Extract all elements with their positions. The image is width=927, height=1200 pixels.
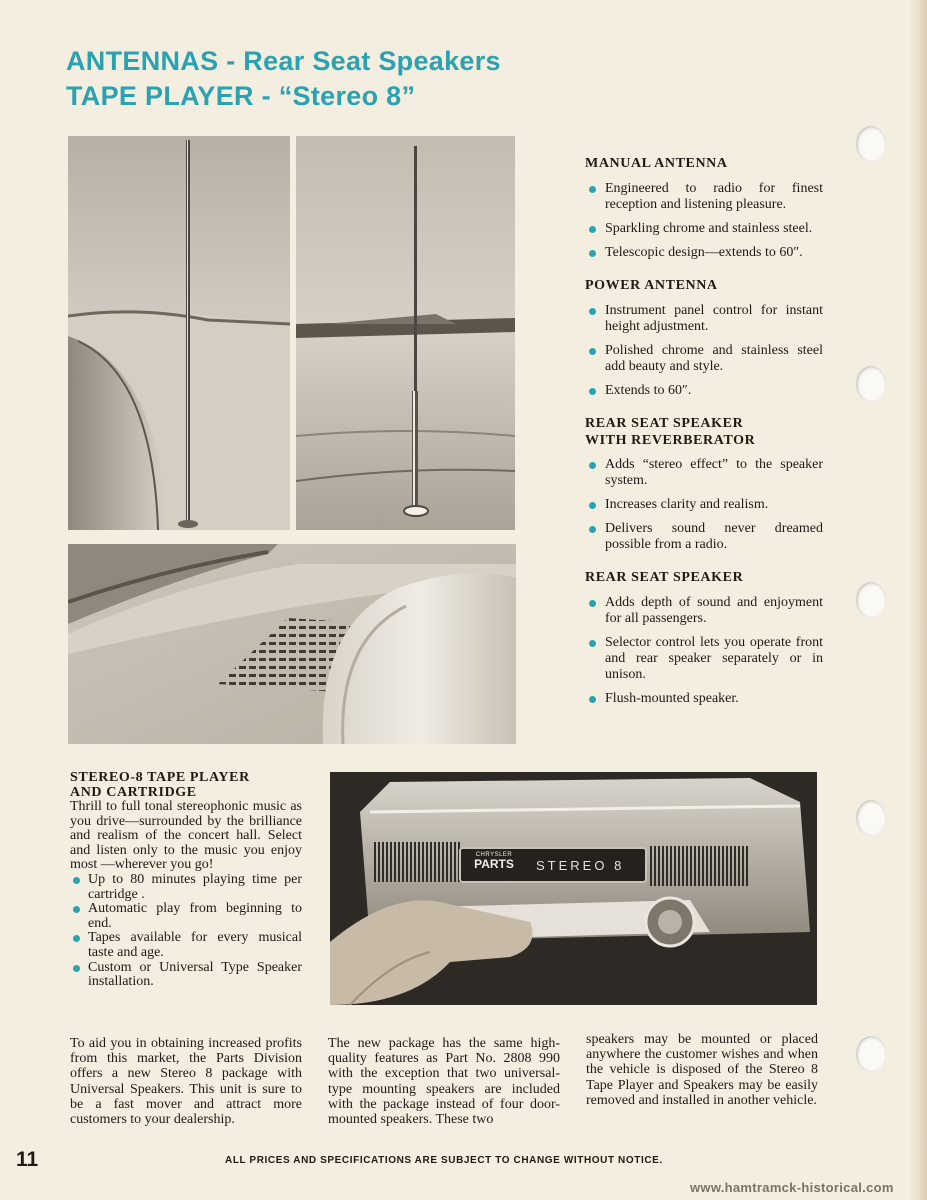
bullet-item: Telescopic design—extends to 60″.: [585, 245, 823, 261]
page-edge: [909, 0, 927, 1200]
section-heading: MANUAL ANTENNA: [585, 156, 728, 171]
bullet-item: Tapes available for every musical taste and age.: [70, 931, 302, 960]
player-model-text: STEREO 8: [536, 858, 625, 873]
bullet-item: Automatic play from beginning to end.: [70, 902, 302, 931]
section-heading: POWER ANTENNA: [585, 278, 718, 293]
stereo8-section: [70, 770, 302, 990]
binder-hole: [856, 126, 886, 162]
power-antenna-photo: [296, 136, 515, 530]
page-title: [66, 44, 501, 114]
rear-speaker-section: [585, 569, 823, 707]
features-column: [585, 155, 823, 723]
bullet-item: Flush-mounted speaker.: [585, 691, 823, 707]
body-column-1: To aid you in obtaining increased profits from this market, the Parts Division offers a new Stereo 8 package with Universal Speakers. This unit is sure to be a fast mover and attract more customers to your dealership.: [70, 1036, 302, 1128]
brand-top-text: CHRYSLER: [475, 852, 513, 858]
body-column-3: speakers may be mounted or placed anywhere the customer wishes and when the vehicle is disposed of the Stereo 8 Tape Player and Speakers may be easily removed and installed in another vehicle.: [586, 1032, 818, 1108]
bullet-item: Custom or Universal Type Speaker installation.: [70, 961, 302, 990]
stereo8-intro: Thrill to full tonal stereophonic music as you drive—surrounded by the brilliance and realism of the concert hall. Select and listen only to the music you enjoy most —wherever you go!: [70, 799, 302, 873]
bullet-item: Selector control lets you operate front and rear speaker separately or in unison.: [585, 635, 823, 683]
manual-antenna-section: [585, 155, 823, 261]
rear-speaker-photo: [68, 544, 516, 744]
section-heading: WITH REVERBERATOR: [585, 433, 756, 448]
body-column-2: The new package has the same high-quality features as Part No. 2808 990 with the exception that two universal-type mounting speakers are included with the package instead of four door-mounted speakers. These two: [328, 1036, 560, 1128]
bullet-item: Sparkling chrome and stainless steel.: [585, 221, 823, 237]
section-heading: AND CARTRIDGE: [70, 785, 197, 800]
bullet-item: Engineered to radio for finest reception and listening pleasure.: [585, 181, 823, 213]
bullet-item: Extends to 60″.: [585, 383, 823, 399]
binder-hole: [856, 582, 886, 618]
player-brand-badge: [464, 852, 524, 870]
bullet-item: Polished chrome and stainless steel add beauty and style.: [585, 343, 823, 375]
bullet-item: Increases clarity and realism.: [585, 497, 823, 513]
bullet-item: Adds “stereo effect” to the speaker system.: [585, 457, 823, 489]
title-line-2: TAPE PLAYER - “Stereo 8”: [66, 81, 416, 111]
bullet-item: Adds depth of sound and enjoyment for all passengers.: [585, 595, 823, 627]
binder-hole: [856, 800, 886, 836]
tape-player-photo: [330, 772, 817, 1005]
title-line-1: ANTENNAS - Rear Seat Speakers: [66, 46, 501, 76]
section-heading: STEREO-8 TAPE PLAYER: [70, 770, 250, 785]
binder-hole: [856, 366, 886, 402]
bullet-item: Instrument panel control for instant height adjustment.: [585, 303, 823, 335]
section-heading: REAR SEAT SPEAKER: [585, 416, 744, 431]
binder-hole: [856, 1036, 886, 1072]
section-heading: REAR SEAT SPEAKER: [585, 570, 744, 585]
manual-antenna-photo: [68, 136, 290, 530]
page-number: 11: [16, 1148, 39, 1171]
bullet-item: Delivers sound never dreamed possible from a radio.: [585, 521, 823, 553]
footer-disclaimer: ALL PRICES AND SPECIFICATIONS ARE SUBJECT TO CHANGE WITHOUT NOTICE.: [225, 1155, 663, 1166]
brand-bottom-text: PARTS: [474, 857, 514, 871]
reverb-speaker-section: [585, 415, 823, 553]
bullet-item: Up to 80 minutes playing time per cartridge .: [70, 873, 302, 902]
watermark: www.hamtramck-historical.com: [690, 1180, 894, 1195]
power-antenna-section: [585, 277, 823, 399]
